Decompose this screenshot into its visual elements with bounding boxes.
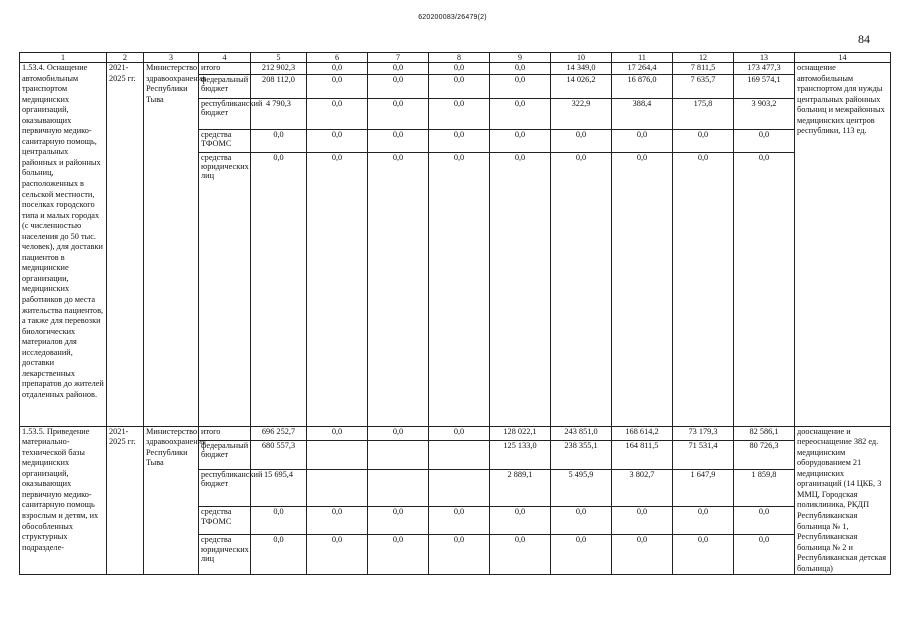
value-cell: 0,0 bbox=[551, 507, 612, 535]
value-cell: 0,0 bbox=[673, 152, 734, 426]
value-cell: 0,0 bbox=[490, 74, 551, 98]
value-cell: 0,0 bbox=[734, 507, 795, 535]
column-header: 1 bbox=[20, 53, 107, 63]
value-cell: 175,8 bbox=[673, 98, 734, 129]
period: 2021-2025 гг. bbox=[107, 63, 144, 427]
value-cell: 15 695,4 bbox=[251, 469, 307, 507]
value-cell: 238 355,1 bbox=[551, 440, 612, 469]
value-cell: 0,0 bbox=[368, 129, 429, 152]
funding-source: федеральный бюджет bbox=[199, 440, 251, 469]
value-cell: 0,0 bbox=[612, 152, 673, 426]
column-header: 7 bbox=[368, 53, 429, 63]
value-cell: 0,0 bbox=[429, 129, 490, 152]
value-cell: 0,0 bbox=[734, 152, 795, 426]
value-cell: 169 574,1 bbox=[734, 74, 795, 98]
value-cell: 0,0 bbox=[490, 507, 551, 535]
period: 2021-2025 гг. bbox=[107, 426, 144, 575]
value-cell: 322,9 bbox=[551, 98, 612, 129]
funding-source: республиканский бюджет bbox=[199, 98, 251, 129]
value-cell: 80 726,3 bbox=[734, 440, 795, 469]
budget-table bbox=[19, 52, 891, 575]
executor: Министерство здравоохранения Республики Тыва bbox=[144, 63, 199, 427]
measure-name: 1.53.5. Приведение материально-технической базы медицинских организаций, оказывающих первичную медико-санитарную помощь взрослым и детям, их обособленных структурных подразделе- bbox=[20, 426, 107, 575]
value-cell: 0,0 bbox=[490, 63, 551, 75]
value-cell: 0,0 bbox=[307, 152, 368, 426]
value-cell: 17 264,4 bbox=[612, 63, 673, 75]
value-cell: 0,0 bbox=[307, 507, 368, 535]
value-cell: 73 179,3 bbox=[673, 426, 734, 440]
value-cell: 0,0 bbox=[734, 129, 795, 152]
value-cell: 173 477,3 bbox=[734, 63, 795, 75]
value-cell: 0,0 bbox=[307, 63, 368, 75]
value-cell bbox=[368, 440, 429, 469]
value-cell: 0,0 bbox=[307, 129, 368, 152]
value-cell: 0,0 bbox=[429, 63, 490, 75]
value-cell: 0,0 bbox=[368, 535, 429, 575]
value-cell: 4 790,3 bbox=[251, 98, 307, 129]
value-cell: 0,0 bbox=[429, 507, 490, 535]
value-cell: 3 903,2 bbox=[734, 98, 795, 129]
value-cell: 7 811,5 bbox=[673, 63, 734, 75]
column-header: 13 bbox=[734, 53, 795, 63]
value-cell: 0,0 bbox=[429, 535, 490, 575]
column-header: 11 bbox=[612, 53, 673, 63]
value-cell: 388,4 bbox=[612, 98, 673, 129]
value-cell: 82 586,1 bbox=[734, 426, 795, 440]
funding-source: средства ТФОМС bbox=[199, 129, 251, 152]
value-cell: 14 026,2 bbox=[551, 74, 612, 98]
value-cell bbox=[429, 469, 490, 507]
value-cell: 0,0 bbox=[307, 98, 368, 129]
value-cell: 0,0 bbox=[251, 507, 307, 535]
measure-name: 1.53.4. Оснащение автомобильным транспортом медицинских организаций, оказывающих первичную медико-санитарную помощь, центральных районных и районных больниц, расположенных в сельской местности, поселках городского типа и малых городах (с численностью населения до 50 тыс. человек), для доставки пациентов в медицинские организации, медицинских работников до места жительства пациентов, а также для перевозки биологических материалов для исследований, доставки лекарственных препаратов до жителей отдаленных районов. bbox=[20, 63, 107, 427]
expected-result: оснащение автомобильным транспортом для нужды центральных районных больниц и межрайонных медицинских центров республики, 113 ед. bbox=[795, 63, 891, 427]
value-cell: 0,0 bbox=[368, 152, 429, 426]
value-cell: 0,0 bbox=[251, 152, 307, 426]
value-cell: 125 133,0 bbox=[490, 440, 551, 469]
column-header: 12 bbox=[673, 53, 734, 63]
value-cell: 0,0 bbox=[673, 535, 734, 575]
value-cell: 0,0 bbox=[490, 152, 551, 426]
column-header: 9 bbox=[490, 53, 551, 63]
table-row bbox=[20, 426, 891, 440]
value-cell bbox=[429, 440, 490, 469]
value-cell: 3 802,7 bbox=[612, 469, 673, 507]
funding-source: итого bbox=[199, 426, 251, 440]
funding-source: средства юридических лиц bbox=[199, 152, 251, 426]
value-cell: 0,0 bbox=[551, 152, 612, 426]
value-cell: 0,0 bbox=[307, 535, 368, 575]
value-cell: 0,0 bbox=[429, 98, 490, 129]
value-cell: 0,0 bbox=[368, 98, 429, 129]
value-cell: 1 859,8 bbox=[734, 469, 795, 507]
value-cell: 0,0 bbox=[368, 426, 429, 440]
value-cell: 0,0 bbox=[490, 98, 551, 129]
value-cell bbox=[307, 469, 368, 507]
column-header: 14 bbox=[795, 53, 891, 63]
column-header: 5 bbox=[251, 53, 307, 63]
value-cell: 0,0 bbox=[551, 129, 612, 152]
expected-result: дооснащение и переоснащение 382 ед. медицинским оборудованием 21 медицинских организаций (14 ЦКБ, 3 ММЦ, Городская поликлиника, РКДП Республиканская больница № 1, Республиканская больница № 2 и Республиканская детская больница) bbox=[795, 426, 891, 575]
value-cell: 0,0 bbox=[429, 426, 490, 440]
document-id: 620200083/26479(2) bbox=[418, 14, 487, 21]
funding-source: средства юридических лиц bbox=[199, 535, 251, 575]
column-header: 6 bbox=[307, 53, 368, 63]
funding-source: республиканский бюджет bbox=[199, 469, 251, 507]
value-cell: 0,0 bbox=[673, 507, 734, 535]
page-number: 84 bbox=[858, 32, 870, 46]
table-row bbox=[20, 63, 891, 75]
value-cell: 0,0 bbox=[368, 74, 429, 98]
value-cell: 128 022,1 bbox=[490, 426, 551, 440]
value-cell: 208 112,0 bbox=[251, 74, 307, 98]
value-cell: 0,0 bbox=[429, 74, 490, 98]
value-cell: 0,0 bbox=[368, 63, 429, 75]
value-cell: 243 851,0 bbox=[551, 426, 612, 440]
value-cell: 164 811,5 bbox=[612, 440, 673, 469]
value-cell: 0,0 bbox=[307, 426, 368, 440]
value-cell bbox=[368, 469, 429, 507]
value-cell: 0,0 bbox=[368, 507, 429, 535]
value-cell: 0,0 bbox=[612, 129, 673, 152]
value-cell: 0,0 bbox=[551, 535, 612, 575]
value-cell: 0,0 bbox=[490, 129, 551, 152]
value-cell: 0,0 bbox=[612, 507, 673, 535]
value-cell: 16 876,0 bbox=[612, 74, 673, 98]
value-cell: 71 531,4 bbox=[673, 440, 734, 469]
value-cell: 212 902,3 bbox=[251, 63, 307, 75]
funding-source: средства ТФОМС bbox=[199, 507, 251, 535]
value-cell: 0,0 bbox=[612, 535, 673, 575]
column-header: 2 bbox=[107, 53, 144, 63]
funding-source: федеральный бюджет bbox=[199, 74, 251, 98]
value-cell bbox=[307, 440, 368, 469]
value-cell: 14 349,0 bbox=[551, 63, 612, 75]
column-number-row bbox=[20, 53, 891, 63]
value-cell: 680 557,3 bbox=[251, 440, 307, 469]
value-cell: 0,0 bbox=[251, 129, 307, 152]
value-cell: 168 614,2 bbox=[612, 426, 673, 440]
value-cell: 0,0 bbox=[490, 535, 551, 575]
value-cell: 7 635,7 bbox=[673, 74, 734, 98]
value-cell: 0,0 bbox=[429, 152, 490, 426]
column-header: 3 bbox=[144, 53, 199, 63]
funding-source: итого bbox=[199, 63, 251, 75]
value-cell: 0,0 bbox=[307, 74, 368, 98]
executor: Министерство здравоохранения Республики Тыва bbox=[144, 426, 199, 575]
value-cell: 1 647,9 bbox=[673, 469, 734, 507]
value-cell: 0,0 bbox=[734, 535, 795, 575]
value-cell: 5 495,9 bbox=[551, 469, 612, 507]
column-header: 4 bbox=[199, 53, 251, 63]
column-header: 8 bbox=[429, 53, 490, 63]
value-cell: 0,0 bbox=[673, 129, 734, 152]
value-cell: 0,0 bbox=[251, 535, 307, 575]
value-cell: 2 889,1 bbox=[490, 469, 551, 507]
column-header: 10 bbox=[551, 53, 612, 63]
value-cell: 696 252,7 bbox=[251, 426, 307, 440]
